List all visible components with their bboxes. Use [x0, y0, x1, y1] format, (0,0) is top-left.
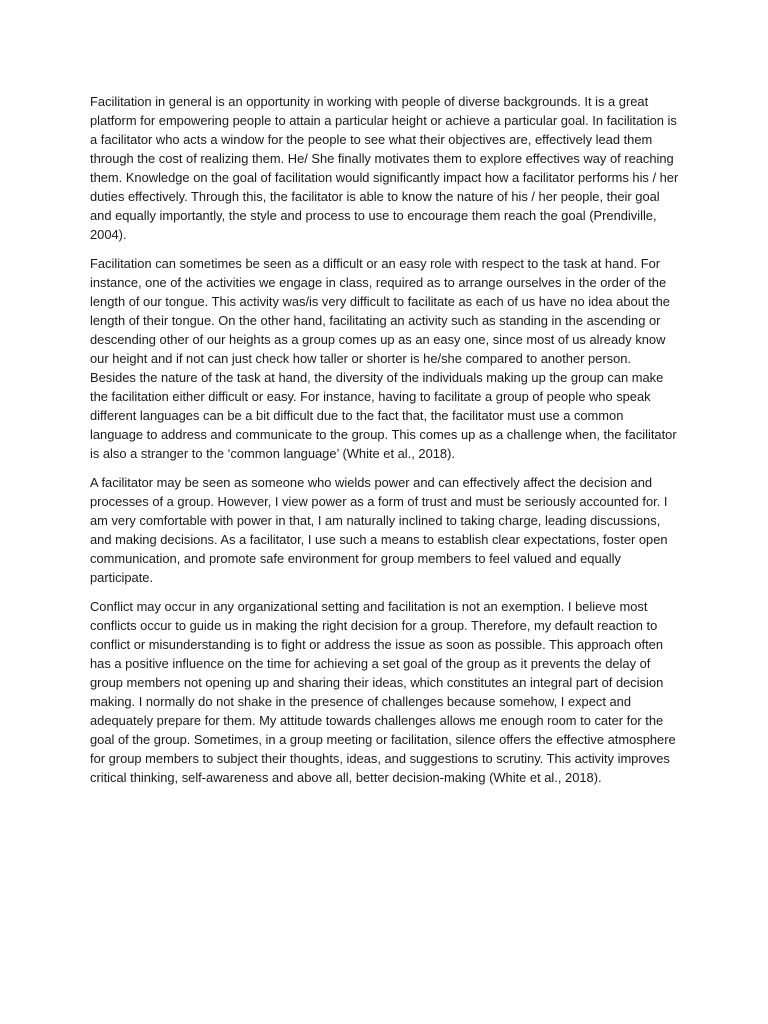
paragraph-conflict: Conflict may occur in any organizational setting and facilitation is not an exemption. I believe most conflicts occur to guide us in making the right decision for a group. Therefore, my default reaction to conflict or misunderstanding is to fight or address the issue as soon as possible. This approach often has a positive influence on the time for achieving a set goal of the group as it prevents the delay of group members not opening up and sharing their ideas, which constitutes an integral part of decision making. I normally do not shake in the presence of challenges because somehow, I expect and adequately prepare for them. My attitude towards challenges allows me enough room to cater for the goal of the group. Sometimes, in a group meeting or facilitation, silence offers the effective atmosphere for group members to subject their thoughts, ideas, and suggestions to scrutiny. This activity improves critical thinking, self-awareness and above all, better decision-making (White et al., 2018).	[90, 599, 676, 785]
paragraph-facilitation-difficulty: Facilitation can sometimes be seen as a difficult or an easy role with respect to the task at hand. For instance, one of the activities we engage in class, required as to arrange ourselves in the order of the length of our tongue. This activity was/is very difficult to facilitate as each of us have no idea about the length of their tongue. On the other hand, facilitating an activity such as standing in the ascending or descending other of our heights as a group comes up as an easy one, since most of us already know our height and if not can just check how taller or shorter is he/she compared to another person. Besides the nature of the task at hand, the diversity of the individuals making up the group can make the facilitation either difficult or easy. For instance, having to facilitate a group of people who speak different languages can be a bit difficult due to the fact that, the facilitator must use a common language to address and communicate to the group. This comes up as a challenge when, the facilitator is also a stranger to the ‘common language’ (White et al., 2018).	[90, 256, 677, 461]
document-page	[90, 93, 679, 798]
paragraph-facilitation-overview: Facilitation in general is an opportunity in working with people of diverse backgrounds. It is a great platform for empowering people to attain a particular height or achieve a particular goal. In facilitation is a facilitator who acts a window for the people to see what their objectives are, effectively lead them through the cost of realizing them. He/ She finally motivates them to explore effectives way of reaching them. Knowledge on the goal of facilitation would significantly impact how a facilitator performs his / her duties effectively. Through this, the facilitator is able to know the nature of his / her people, their goal and equally importantly, the style and process to use to encourage them reach the goal (Prendiville, 2004).	[90, 94, 679, 242]
paragraph-facilitator-power: A facilitator may be seen as someone who wields power and can effectively affect the decision and processes of a group. However, I view power as a form of trust and must be seriously accounted for. I am very comfortable with power in that, I am naturally inclined to taking charge, leading discussions, and making decisions. As a facilitator, I use such a means to establish clear expectations, foster open communication, and promote safe environment for group members to feel valued and equally participate.	[90, 475, 668, 585]
